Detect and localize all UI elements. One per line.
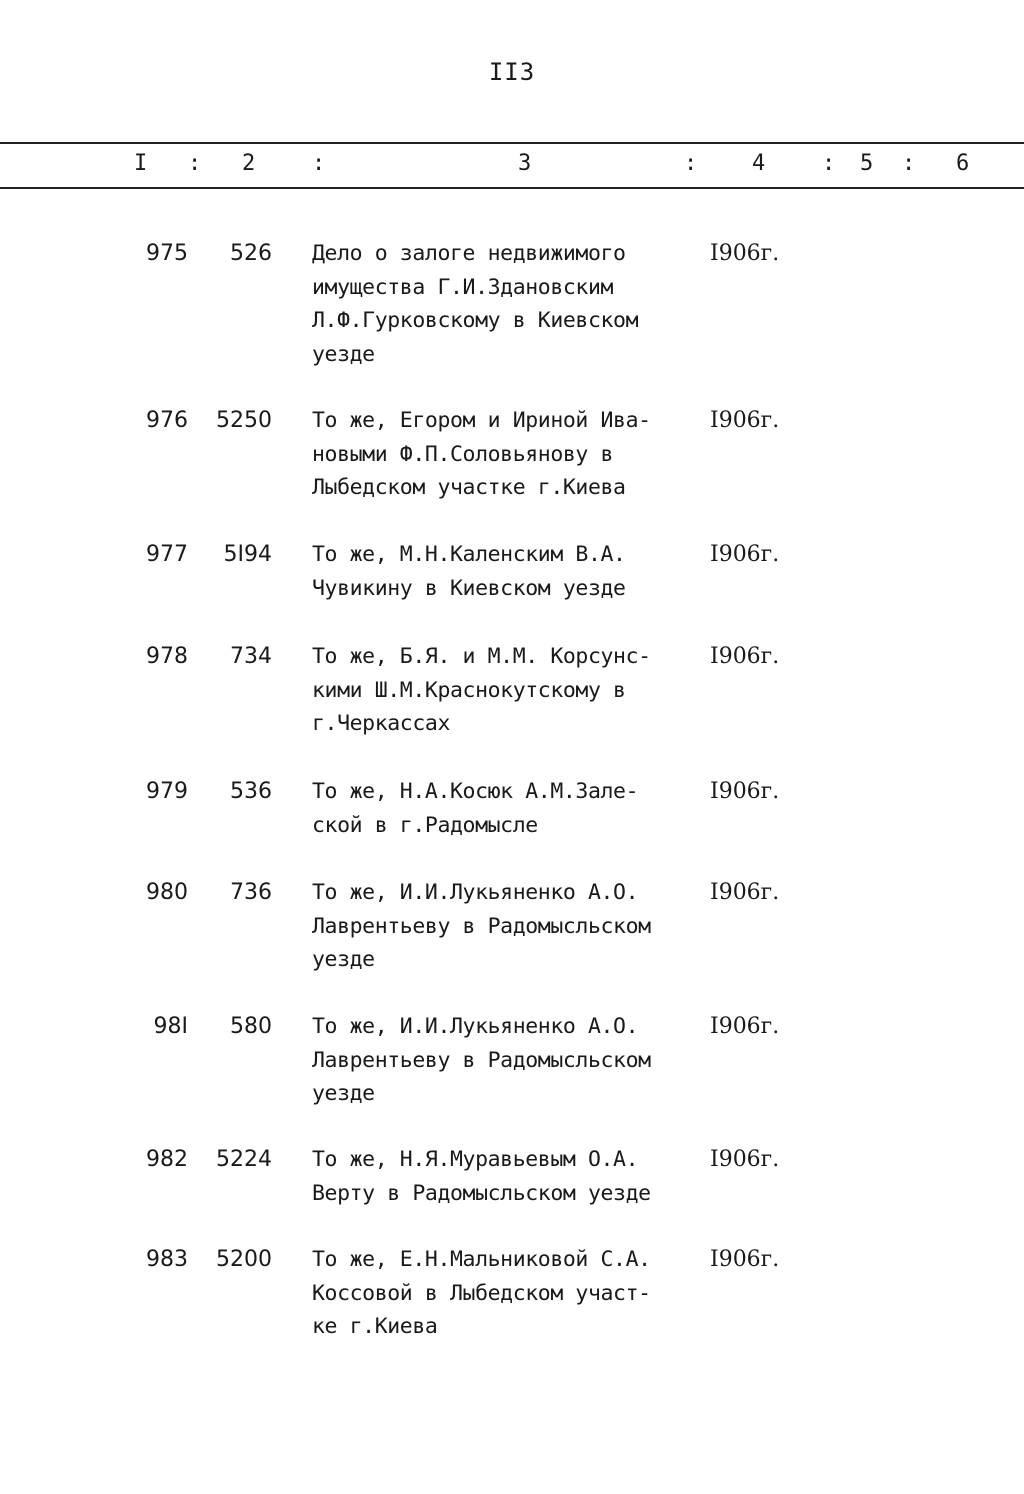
item-title: То же, Б.Я. и М.М. Корсунс- кими Ш.М.Краснокутскому в г.Черкассах bbox=[312, 644, 651, 736]
item-number: 979 bbox=[146, 779, 188, 804]
column-separator: : bbox=[312, 151, 326, 176]
item-number: 975 bbox=[146, 241, 188, 266]
file-number: 536 bbox=[230, 779, 272, 804]
item-date: I906г. bbox=[710, 1147, 780, 1172]
item-number: 980 bbox=[146, 880, 188, 905]
item-date: I906г. bbox=[710, 1014, 780, 1039]
item-date: I906г. bbox=[710, 644, 780, 669]
item-number: 982 bbox=[146, 1147, 188, 1172]
file-number: 5200 bbox=[216, 1247, 272, 1272]
item-title: То же, М.Н.Каленским В.А. Чувикину в Киевском уезде bbox=[312, 542, 626, 601]
file-number: 5224 bbox=[216, 1147, 272, 1172]
header-rule-top bbox=[0, 142, 1024, 144]
column-header-3: 3 bbox=[518, 151, 532, 176]
column-header-1: I bbox=[134, 151, 148, 176]
item-title: То же, Егором и Ириной Ива- новыми Ф.П.Соловьянову в Лыбедском участке г.Киева bbox=[312, 408, 651, 500]
column-separator: : bbox=[902, 151, 916, 176]
item-date: I906г. bbox=[710, 880, 780, 905]
item-title: Дело о залоге недвижимого имущества Г.И.Здановским Л.Ф.Гурковскому в Киевском уезде bbox=[312, 241, 639, 367]
item-date: I906г. bbox=[710, 542, 780, 567]
file-number: 736 bbox=[230, 880, 272, 905]
file-number: 5I94 bbox=[223, 542, 272, 567]
item-title: То же, Е.Н.Мальниковой С.А. Коссовой в Лыбедском участ- ке г.Киева bbox=[312, 1247, 651, 1339]
column-header-2: 2 bbox=[242, 151, 256, 176]
item-title: То же, Н.Я.Муравьевым О.А. Верту в Радомысльском уезде bbox=[312, 1147, 651, 1206]
column-header-5: 5 bbox=[860, 151, 874, 176]
file-number: 734 bbox=[230, 644, 272, 669]
item-number: 976 bbox=[146, 408, 188, 433]
header-rule-bottom bbox=[0, 187, 1024, 189]
item-title: То же, И.И.Лукьяненко А.О. Лаврентьеву в Радомысльском уезде bbox=[312, 1014, 651, 1106]
item-number: 978 bbox=[146, 644, 188, 669]
item-title: То же, И.И.Лукьяненко А.О. Лаврентьеву в Радомысльском уезде bbox=[312, 880, 651, 972]
column-header-6: 6 bbox=[956, 151, 970, 176]
item-number: 983 bbox=[146, 1247, 188, 1272]
item-date: I906г. bbox=[710, 408, 780, 433]
item-number: 98I bbox=[153, 1014, 188, 1039]
item-date: I906г. bbox=[710, 779, 780, 804]
page-number: II3 bbox=[488, 58, 536, 86]
column-header-4: 4 bbox=[752, 151, 766, 176]
file-number: 526 bbox=[230, 241, 272, 266]
item-date: I906г. bbox=[710, 241, 780, 266]
item-title: То же, Н.А.Косюк А.М.Зале- ской в г.Радомысле bbox=[312, 779, 639, 838]
column-separator: : bbox=[822, 151, 836, 176]
file-number: 5250 bbox=[216, 408, 272, 433]
item-number: 977 bbox=[146, 542, 188, 567]
item-date: I906г. bbox=[710, 1247, 780, 1272]
column-separator: : bbox=[188, 151, 202, 176]
column-separator: : bbox=[684, 151, 698, 176]
file-number: 580 bbox=[230, 1014, 272, 1039]
